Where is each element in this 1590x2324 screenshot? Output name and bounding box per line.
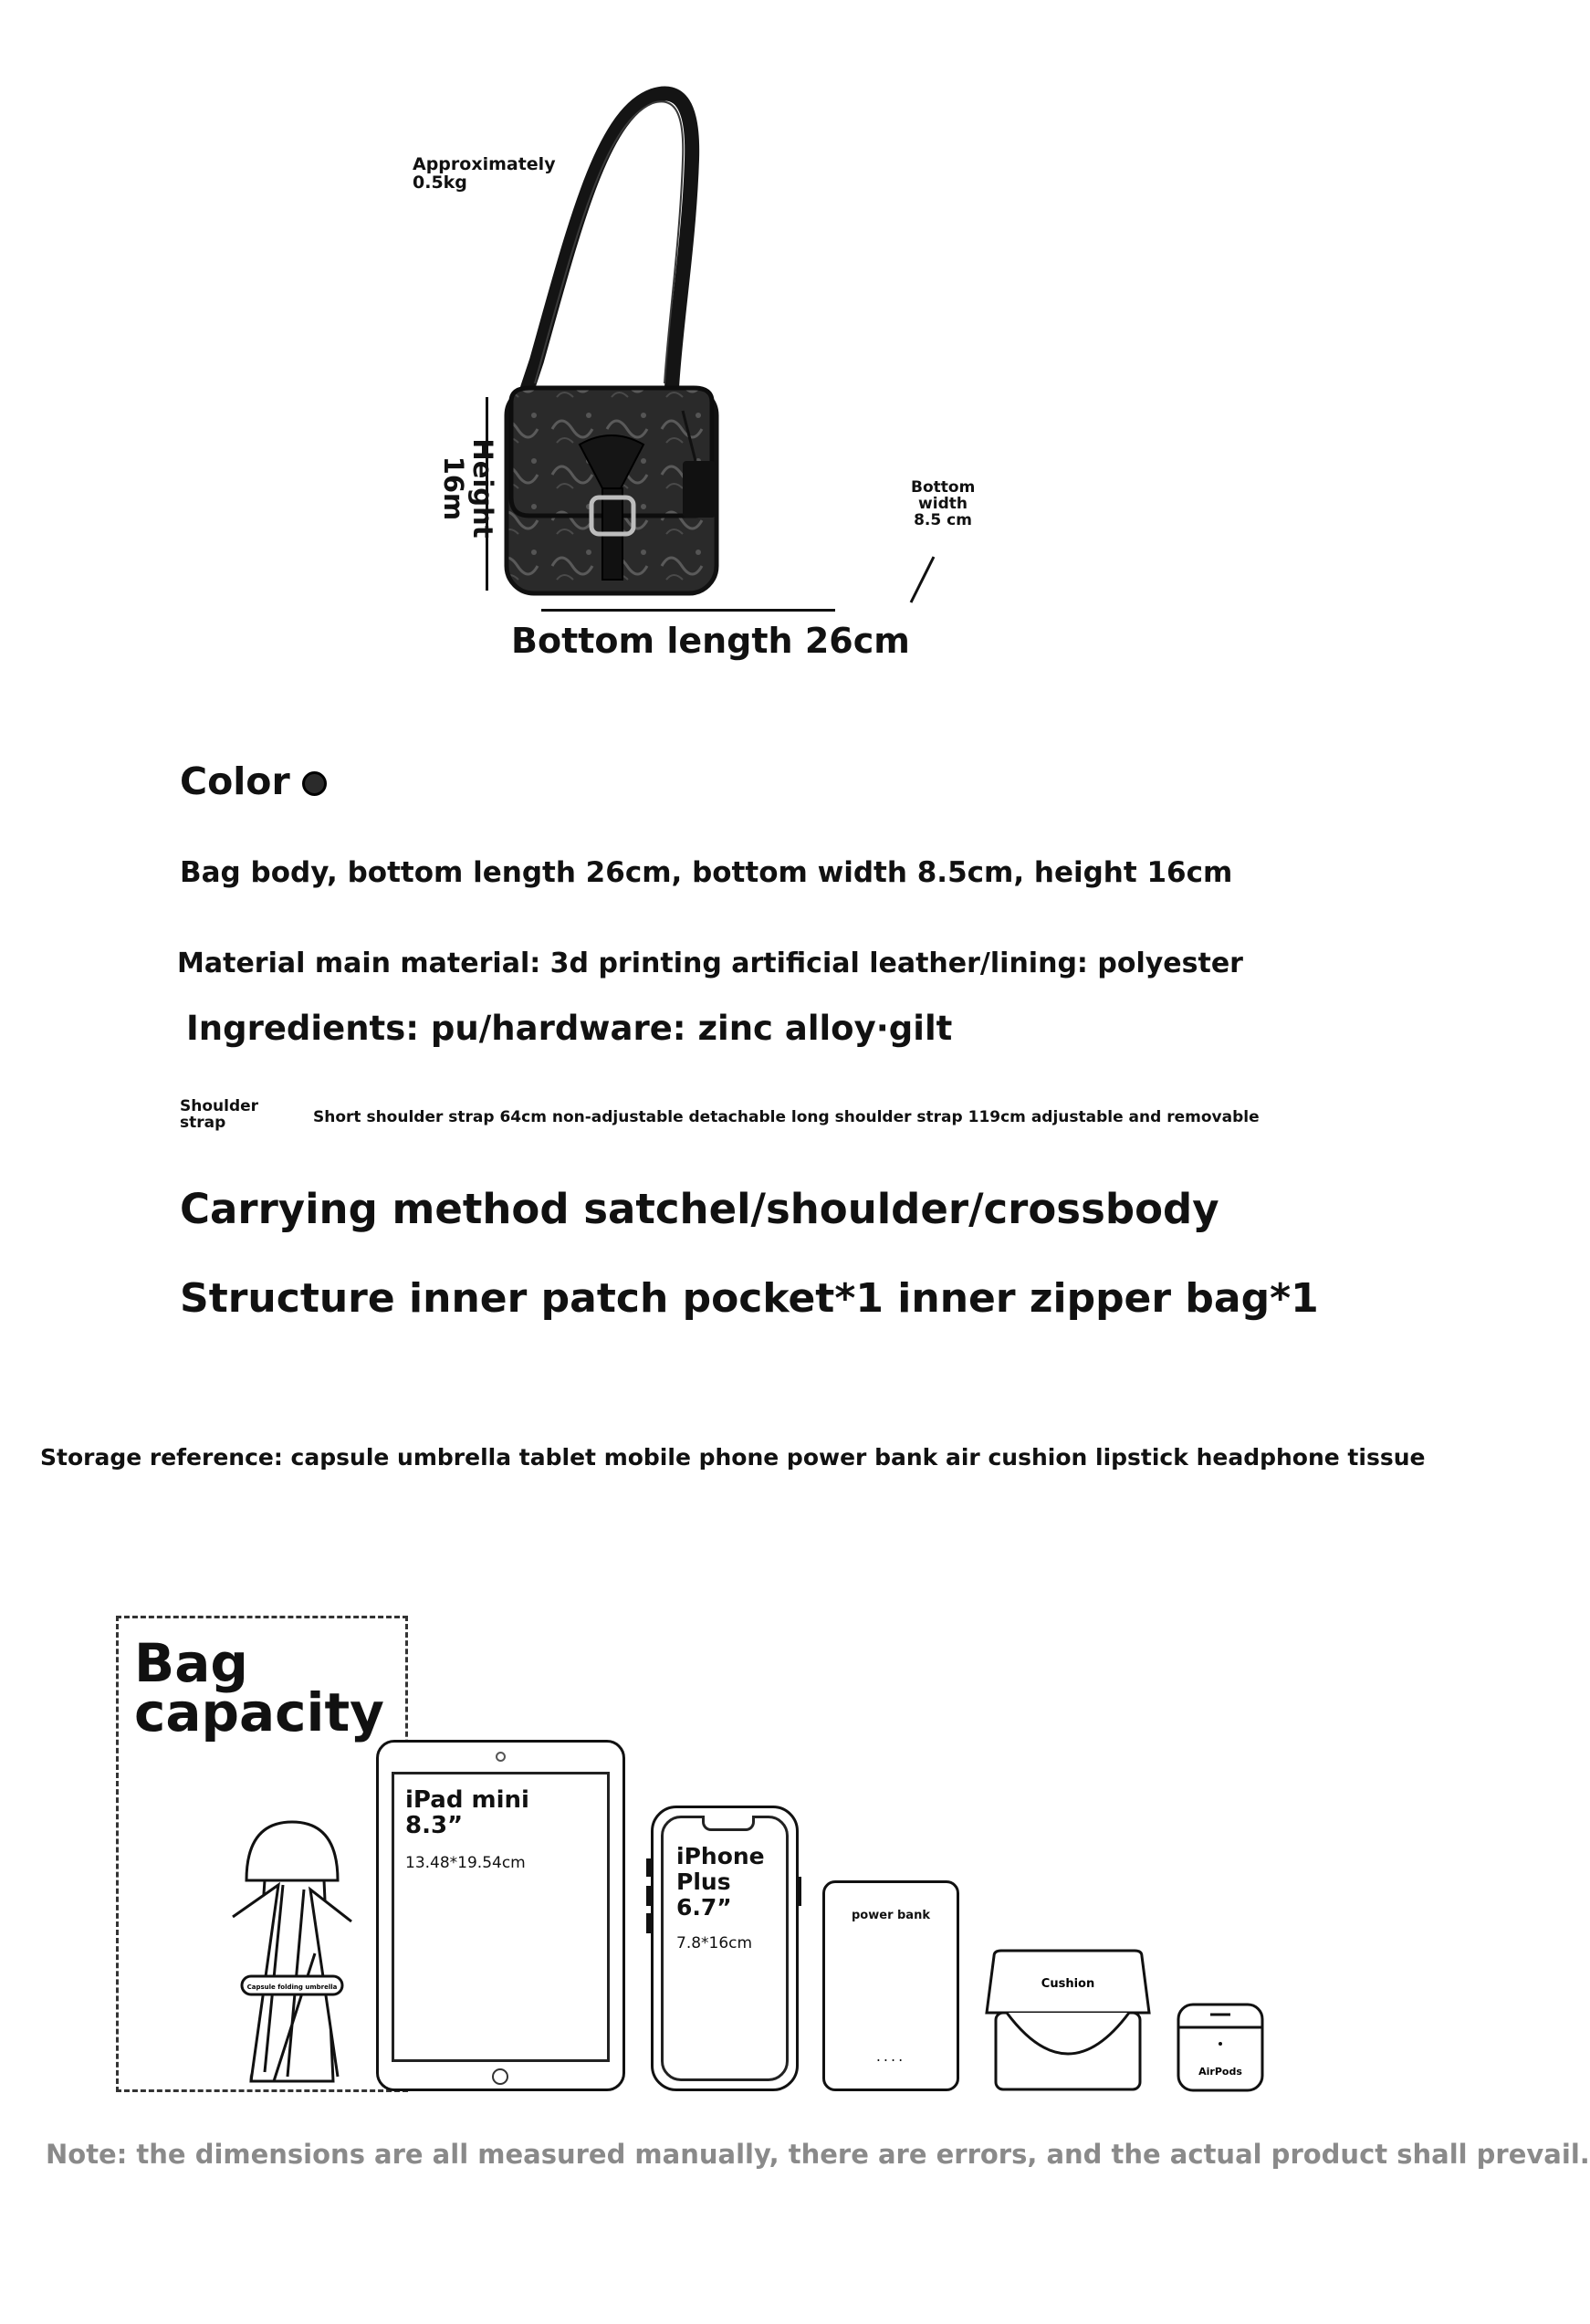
power-bank-label: power bank <box>852 1909 930 1922</box>
measurement-note: Note: the dimensions are all measured manually, there are errors, and the actual product shall prevail. <box>46 2139 1590 2170</box>
structure-spec: Structure inner patch pocket*1 inner zipper bag*1 <box>180 1275 1319 1322</box>
iphone-screen <box>661 1816 789 2081</box>
bottom-width-marker-line <box>904 552 940 607</box>
capacity-title <box>134 1632 384 1743</box>
shoulder-strap-label: Shoulder strap <box>180 1097 259 1132</box>
ipad-camera-icon <box>496 1752 506 1762</box>
shoulder-strap-spec: Short shoulder strap 64cm non-adjustable detachable long shoulder strap 119cm adjustable and removable <box>313 1108 1260 1126</box>
storage-reference: Storage reference: capsule umbrella tablet mobile phone power bank air cushion lipstick headphone tissue <box>40 1444 1426 1471</box>
carrying-method-spec: Carrying method satchel/shoulder/crossbody <box>180 1185 1219 1233</box>
shoulder-bag-image <box>493 87 968 634</box>
ipad-mini-device <box>376 1740 625 2091</box>
cushion-label: Cushion <box>1041 1977 1095 1991</box>
iphone-volume-button <box>646 1886 651 1906</box>
ipad-title: iPad mini 8.3” <box>405 1786 529 1839</box>
ipad-screen <box>392 1772 610 2062</box>
bag-body-spec: Bag body, bottom length 26cm, bottom width 8.5cm, height 16cm <box>180 856 1233 889</box>
cushion-compact-icon <box>981 1949 1155 2095</box>
weight-label: Approximately 0.5kg <box>413 154 556 193</box>
power-bank-indicator-dots: .... <box>875 2047 906 2065</box>
ipad-home-button-icon <box>492 2068 508 2085</box>
capsule-umbrella-icon <box>224 1816 361 2090</box>
umbrella-label: Capsule folding umbrella <box>246 1984 338 1991</box>
color-label: Color <box>180 759 290 803</box>
iphone-title: iPhone Plus 6.7” <box>676 1843 765 1921</box>
airpods-case-icon <box>1176 2002 1267 2093</box>
ipad-size: 13.48*19.54cm <box>405 1854 526 1872</box>
ingredients-spec: Ingredients: pu/hardware: zinc alloy·gilt <box>186 1009 953 1048</box>
length-marker-line <box>541 609 835 612</box>
capacity-title-line2: capacity <box>134 1681 384 1743</box>
iphone-plus-device <box>651 1806 799 2091</box>
capacity-title-line1: Bag <box>134 1632 248 1694</box>
bottom-length-label: Bottom length 26cm <box>511 621 910 661</box>
iphone-volume-button <box>646 1913 651 1933</box>
iphone-power-button <box>797 1877 801 1906</box>
height-label: Height 16m <box>438 438 498 539</box>
color-swatch <box>302 771 327 796</box>
airpods-label: AirPods <box>1198 2066 1242 2078</box>
bottom-width-label: Bottom width 8.5 cm <box>911 478 976 529</box>
iphone-side-button <box>646 1858 651 1877</box>
iphone-size: 7.8*16cm <box>676 1934 753 1952</box>
material-spec: Material main material: 3d printing artificial leather/lining: polyester <box>177 947 1243 979</box>
iphone-notch <box>702 1816 755 1831</box>
power-bank-device <box>822 1880 959 2091</box>
